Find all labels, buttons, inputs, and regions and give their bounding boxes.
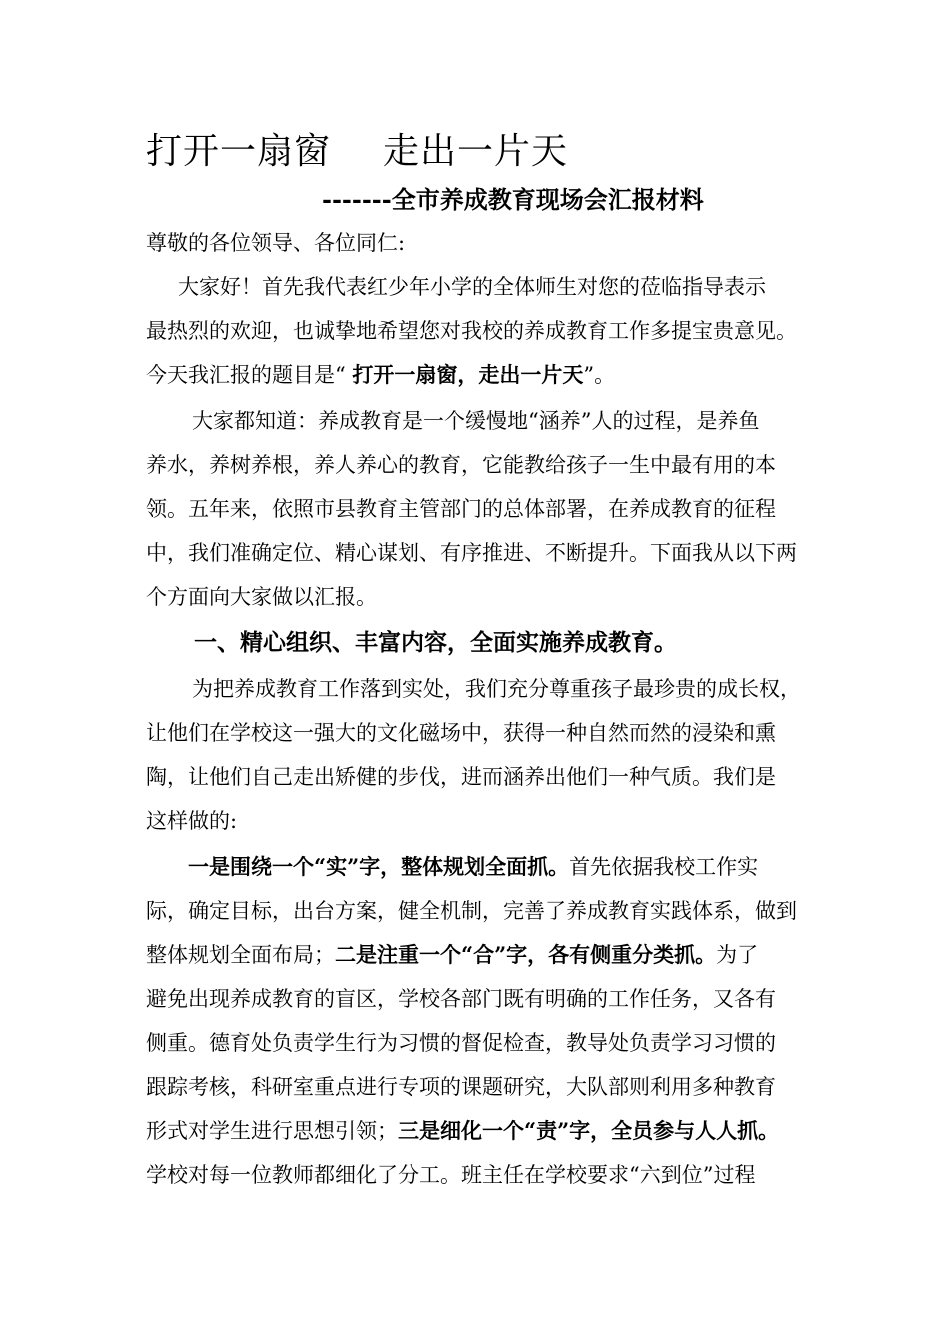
document-title <box>146 128 568 176</box>
para4-line-8: 学校对每一位教师都细化了分工。班主任在学校要求“六到位”过程 <box>146 1163 756 1187</box>
title-part-1: 打开一扇窗 <box>146 131 332 172</box>
para4-line-2: 际，确定目标，出台方案，健全机制，完善了养成教育实践体系，做到 <box>146 899 797 923</box>
para3-line-4: 这样做的: <box>146 809 238 833</box>
point-1-bold: 一是围绕一个“实”字，整体规划全面抓。 <box>188 854 570 879</box>
para4-line-7 <box>146 1116 779 1146</box>
para4-line-1 <box>188 852 758 882</box>
para4-line-3-post: 为了 <box>716 943 759 967</box>
para1-line-3-pre: 今天我汇报的题目是“ <box>146 363 353 387</box>
para1-line-3-post: ”。 <box>583 363 616 387</box>
para1-line-2: 最热烈的欢迎，也诚挚地希望您对我校的养成教育工作多提宝贵意见。 <box>146 319 797 343</box>
para4-line-1-post: 首先依据我校工作实 <box>569 855 759 879</box>
para4-line-4: 避免出现养成教育的盲区，学校各部门既有明确的工作任务，又各有 <box>146 987 776 1011</box>
para4-line-7-pre: 形式对学生进行思想引领； <box>146 1119 398 1143</box>
para1-line-1: 大家好！首先我代表红少年小学的全体师生对您的莅临指导表示 <box>178 275 766 299</box>
para4-line-6: 跟踪考核，科研室重点进行专项的课题研究，大队部则利用多种教育 <box>146 1075 776 1099</box>
para3-line-1: 为把养成教育工作落到实处，我们充分尊重孩子最珍贵的成长权， <box>192 677 801 701</box>
para4-line-5: 侧重。德育处负责学生行为习惯的督促检查，教导处负责学习习惯的 <box>146 1031 776 1055</box>
para2-line-4: 中，我们准确定位、精心谋划、有序推进、不断提升。下面我从以下两 <box>146 541 797 565</box>
title-part-2: 走出一片天 <box>383 131 569 172</box>
point-2-bold: 二是注重一个“合”字，各有侧重分类抓。 <box>335 942 717 967</box>
para2-line-3: 领。五年来，依照市县教育主管部门的总体部署，在养成教育的征程 <box>146 497 776 521</box>
point-3-bold: 三是细化一个“责”字，全员参与人人抓。 <box>398 1118 780 1143</box>
section-heading-1: 一、精心组织、丰富内容，全面实施养成教育。 <box>194 629 677 656</box>
para2-line-5: 个方面向大家做以汇报。 <box>146 585 377 609</box>
para4-line-3-pre: 整体规划全面布局； <box>146 943 335 967</box>
para3-line-3: 陶，让他们自己走出矫健的步伐，进而涵养出他们一种气质。我们是 <box>146 765 776 789</box>
document-subtitle: -------全市养成教育现场会汇报材料 <box>322 185 704 214</box>
greeting-line: 尊敬的各位领导、各位同仁: <box>146 231 406 255</box>
para1-line-3 <box>146 360 615 390</box>
report-topic: 打开一扇窗，走出一片天 <box>352 362 584 387</box>
para2-line-2: 养水，养树养根，养人养心的教育，它能教给孩子一生中最有用的本 <box>146 453 776 477</box>
para2-line-1: 大家都知道：养成教育是一个缓慢地“涵养”人的过程，是养鱼 <box>192 409 760 433</box>
para3-line-2: 让他们在学校这一强大的文化磁场中，获得一种自然而然的浸染和熏 <box>146 721 776 745</box>
para4-line-3 <box>146 940 758 970</box>
